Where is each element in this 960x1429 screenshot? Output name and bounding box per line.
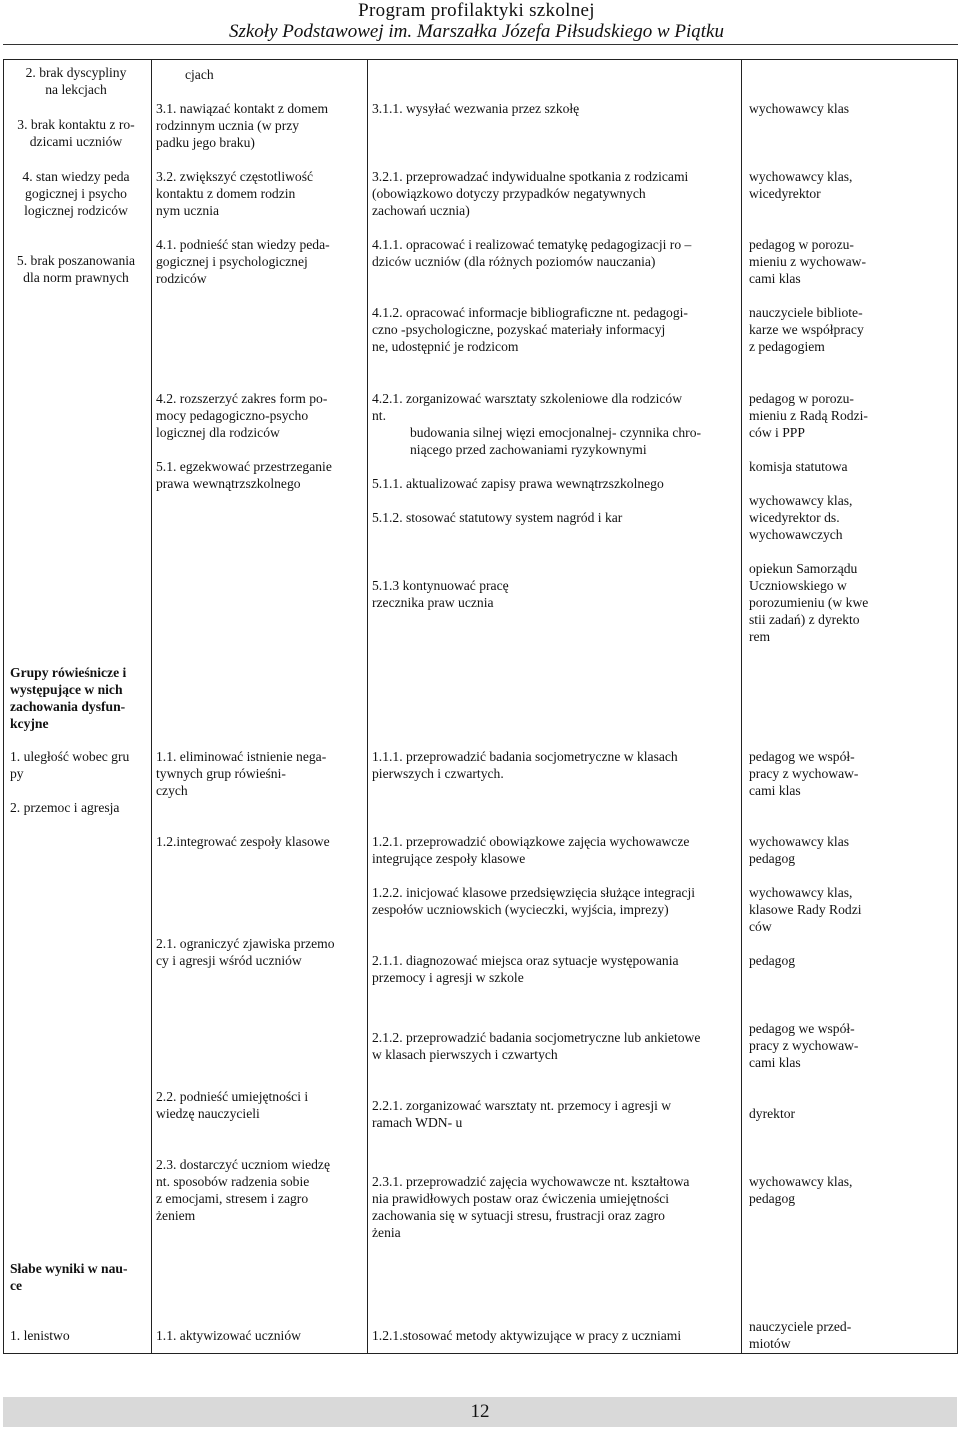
cell-line: Uczniowskiego w	[749, 578, 847, 593]
cell-line: 3. brak kontaktu z ro-	[17, 117, 135, 132]
task-cell	[372, 236, 691, 270]
responsible-cell	[749, 833, 849, 867]
cell-line: nym ucznia	[156, 203, 220, 218]
cell-line: z emocjami, stresem i zagro	[156, 1191, 309, 1206]
cell-line: 1.2.1. przeprowadzić obowiązkowe zajęcia wychowawcze	[372, 834, 690, 849]
section-heading	[10, 1260, 127, 1294]
cell-line: pedagog w porozu-	[749, 237, 854, 252]
task-cell	[372, 1097, 671, 1131]
header-line-2: Szkoły Podstawowej im. Marszałka Józefa Piłsudskiego w Piątku	[228, 21, 724, 42]
problem-cell	[4, 252, 148, 286]
task-cell	[372, 509, 622, 526]
responsible-cell	[749, 748, 858, 799]
goal-cell	[156, 935, 335, 969]
task-cell	[372, 577, 509, 611]
cell-line: rzecznika praw ucznia	[372, 595, 494, 610]
cell-line: ramach WDN- u	[372, 1115, 463, 1130]
cell-line: ce	[10, 1278, 23, 1293]
cell-line: 4.1. podnieść stan wiedzy peda-	[156, 237, 330, 252]
cell-line: komisja statutowa	[749, 459, 848, 474]
cell-line: niącego przed zachowaniami ryzykownymi	[410, 442, 647, 457]
cell-line: 2.2.1. zorganizować warsztaty nt. przemocy i agresji w	[372, 1098, 672, 1113]
task-cell	[372, 1029, 700, 1063]
cell-line: wychowawcy klas	[749, 101, 850, 116]
cell-line: cy i agresji wśród uczniów	[156, 953, 302, 968]
goal-cell	[156, 1088, 308, 1122]
cell-line: 4.1.2. opracować informacje bibliograficzne nt. pedagogi-	[372, 305, 688, 320]
cell-line: tywnych grup rówieśni-	[156, 766, 286, 781]
cell-line: żeniem	[156, 1208, 196, 1223]
cell-line: nauczyciele przed-	[749, 1319, 852, 1334]
cell-line: 1.1. eliminować istnienie nega-	[156, 749, 327, 764]
cell-line: 2.3.1. przeprowadzić zajęcia wychowawcze nt. kształtowa	[372, 1174, 690, 1189]
cell-line: zachowania dysfun-	[10, 699, 126, 714]
task-cell	[372, 168, 688, 219]
cell-line: z pedagogiem	[749, 339, 825, 354]
goal-cell	[156, 236, 330, 287]
goal-cell	[185, 66, 214, 83]
task-cell	[372, 475, 664, 492]
cell-line: 2.1.1. diagnozować miejsca oraz sytuacje występowania	[372, 953, 679, 968]
cell-line: rem	[749, 629, 771, 644]
cell-line: prawa wewnątrzszkolnego	[156, 476, 301, 491]
cell-line: pracy z wychowaw-	[749, 1038, 859, 1053]
responsible-cell	[749, 390, 868, 441]
cell-line: 1. uległość wobec gru	[10, 749, 130, 764]
cell-line: wiedzę nauczycieli	[156, 1106, 260, 1121]
cell-line: rodziców	[156, 271, 207, 286]
cell-line: 1. lenistwo	[10, 1328, 70, 1343]
cell-line: 2.2. podnieść umiejętności i	[156, 1089, 309, 1104]
problem-cell	[10, 1327, 70, 1344]
goal-cell	[156, 833, 330, 850]
cell-line: gogicznej i psycho	[25, 186, 127, 201]
goal-cell	[156, 748, 326, 799]
cell-line: pedagog we współ-	[749, 749, 855, 764]
cell-line: wychowawcy klas,	[749, 493, 853, 508]
cell-line: dyrektor	[749, 1106, 796, 1121]
cell-line: nt.	[372, 408, 386, 423]
cell-line: 4.2.1. zorganizować warsztaty szkoleniowe dla rodziców	[372, 391, 683, 406]
cell-line: (obowiązkowo dotyczy przypadków negatywnych	[372, 186, 646, 201]
problem-cell	[4, 64, 148, 98]
task-cell	[372, 304, 688, 355]
cell-line: budowania silnej więzi emocjonalnej- czynnika chro-	[410, 425, 702, 440]
cell-line: czych	[156, 783, 188, 798]
cell-line: na lekcjach	[45, 82, 107, 97]
task-cell	[372, 390, 682, 424]
responsible-cell	[749, 884, 862, 935]
cell-line: wychowawcy klas,	[749, 1174, 853, 1189]
cell-line: 4.1.1. opracować i realizować tematykę pedagogizacji ro –	[372, 237, 692, 252]
document-header	[229, 0, 724, 42]
cell-line: dzicami uczniów	[29, 134, 123, 149]
page-number-bar	[3, 1397, 957, 1427]
cell-line: dziców uczniów (dla różnych poziomów nauczania)	[372, 254, 656, 269]
problem-cell	[10, 799, 119, 816]
cell-line: stii zadań) z dyrekto	[749, 612, 860, 627]
cell-line: py	[10, 766, 24, 781]
header-rule	[3, 44, 958, 45]
cell-line: integrujące zespoły klasowe	[372, 851, 526, 866]
cell-line: 2. brak dyscypliny	[25, 65, 127, 80]
cell-line: pedagog	[749, 953, 796, 968]
responsible-cell	[749, 1173, 852, 1207]
cell-line: 5.1.2. stosować statutowy system nagród i kar	[372, 510, 623, 525]
task-cell	[372, 100, 579, 117]
problem-cell	[10, 748, 129, 782]
cell-line: 1.2.2. inicjować klasowe przedsięwzięcia służące integracji	[372, 885, 696, 900]
responsible-cell	[749, 952, 795, 969]
cell-line: przemocy i agresji w szkole	[372, 970, 524, 985]
cell-line: cami klas	[749, 271, 801, 286]
cell-line: 1.1.1. przeprowadzić badania socjometryczne w klasach	[372, 749, 678, 764]
cell-line: 3.1. nawiązać kontakt z domem	[156, 101, 329, 116]
goal-cell	[156, 1327, 301, 1344]
cell-line: 5.1. egzekwować przestrzeganie	[156, 459, 332, 474]
responsible-cell	[749, 1105, 795, 1122]
cell-line: cjach	[185, 67, 214, 82]
cell-line: wicedyrektor	[749, 186, 821, 201]
cell-line: pedagog	[749, 851, 796, 866]
cell-line: 3.1.1. wysyłać wezwania przez szkołę	[372, 101, 580, 116]
cell-line: ców i PPP	[749, 425, 805, 440]
cell-line: zachowań ucznia)	[372, 203, 470, 218]
header-line-1: Program profilaktyki szkolnej	[358, 0, 595, 21]
task-cell	[372, 748, 678, 782]
cell-line: 4.2. rozszerzyć zakres form po-	[156, 391, 328, 406]
cell-line: Grupy rówieśnicze i	[10, 665, 127, 680]
problem-cell	[4, 168, 148, 219]
cell-line: 1.2.integrować zespoły klasowe	[156, 834, 330, 849]
cell-line: opiekun Samorządu	[749, 561, 858, 576]
cell-line: pierwszych i czwartych.	[372, 766, 504, 781]
task-cell	[372, 884, 695, 918]
cell-line: rodzinnym ucznia (w przy	[156, 118, 300, 133]
page-number: 12	[470, 1401, 490, 1422]
cell-line: ców	[749, 919, 772, 934]
cell-line: 2.3. dostarczyć uczniom wiedzę	[156, 1157, 331, 1172]
section-heading	[10, 664, 126, 732]
cell-line: mieniu z wychowaw-	[749, 254, 867, 269]
responsible-cell	[749, 100, 849, 117]
column-divider	[151, 60, 152, 1353]
task-cell	[372, 1173, 689, 1241]
cell-line: pedagog w porozu-	[749, 391, 854, 406]
cell-line: zachowania się w sytuacji stresu, frustracji oraz zagro	[372, 1208, 665, 1223]
cell-line: 5.1.1. aktualizować zapisy prawa wewnątrzszkolnego	[372, 476, 664, 491]
cell-line: pedagog	[749, 1191, 796, 1206]
cell-line: cami klas	[749, 783, 801, 798]
cell-line: karze we współpracy	[749, 322, 864, 337]
task-cell	[410, 424, 701, 458]
cell-line: nt. sposobów radzenia sobie	[156, 1174, 310, 1189]
responsible-cell	[749, 458, 848, 475]
column-divider	[367, 60, 368, 1353]
goal-cell	[156, 100, 328, 151]
cell-line: w klasach pierwszych i czwartych	[372, 1047, 558, 1062]
cell-line: wychowawcy klas,	[749, 885, 853, 900]
cell-line: 4. stan wiedzy peda	[22, 169, 130, 184]
cell-line: 1.2.1.stosować metody aktywizujące w pracy z uczniami	[372, 1328, 682, 1343]
cell-line: logicznej rodziców	[24, 203, 128, 218]
cell-line: żenia	[372, 1225, 401, 1240]
cell-line: klasowe Rady Rodzi	[749, 902, 862, 917]
goal-cell	[156, 458, 332, 492]
cell-line: kontaktu z domem rodzin	[156, 186, 296, 201]
cell-line: Słabe wyniki w nau-	[10, 1261, 128, 1276]
cell-line: mocy pedagogiczno-psycho	[156, 408, 309, 423]
cell-line: cami klas	[749, 1055, 801, 1070]
cell-line: miotów	[749, 1336, 791, 1351]
cell-line: 3.2. zwiększyć częstotliwość	[156, 169, 314, 184]
cell-line: 2.1. ograniczyć zjawiska przemo	[156, 936, 335, 951]
responsible-cell	[749, 1020, 858, 1071]
cell-line: 2. przemoc i agresja	[10, 800, 120, 815]
cell-line: 5. brak poszanowania	[16, 253, 136, 268]
problem-cell	[4, 116, 148, 150]
cell-line: kcyjne	[10, 716, 49, 731]
responsible-cell	[749, 168, 852, 202]
cell-line: zespołów uczniowskich (wycieczki, wyjścia, imprezy)	[372, 902, 669, 917]
cell-line: wychowawczych	[749, 527, 843, 542]
cell-line: występujące w nich	[10, 682, 123, 697]
column-divider	[741, 60, 742, 1353]
cell-line: padku jego braku)	[156, 135, 255, 150]
cell-line: porozumieniu (w kwe	[749, 595, 869, 610]
responsible-cell	[749, 492, 852, 543]
cell-line: 1.1. aktywizować uczniów	[156, 1328, 301, 1343]
cell-line: nia prawidłowych postaw oraz ćwiczenia umiejętności	[372, 1191, 670, 1206]
responsible-cell	[749, 304, 864, 355]
responsible-cell	[749, 236, 866, 287]
cell-line: ne, udostępnić je rodzicom	[372, 339, 519, 354]
responsible-cell	[749, 560, 868, 645]
goal-cell	[156, 390, 327, 441]
cell-line: 5.1.3 kontynuować pracę	[372, 578, 509, 593]
goal-cell	[156, 168, 313, 219]
cell-line: logicznej dla rodziców	[156, 425, 280, 440]
cell-line: wicedyrektor ds.	[749, 510, 840, 525]
cell-line: czno -psychologiczne, pozyskać materiały informacyj	[372, 322, 666, 337]
cell-line: pedagog we współ-	[749, 1021, 855, 1036]
cell-line: wychowawcy klas,	[749, 169, 853, 184]
task-cell	[372, 833, 689, 867]
cell-line: dla norm prawnych	[23, 270, 129, 285]
task-cell	[372, 952, 679, 986]
task-cell	[372, 1327, 681, 1344]
cell-line: 2.1.2. przeprowadzić badania socjometryczne lub ankietowe	[372, 1030, 701, 1045]
goal-cell	[156, 1156, 330, 1224]
cell-line: wychowawcy klas	[749, 834, 850, 849]
cell-line: 3.2.1. przeprowadzać indywidualne spotkania z rodzicami	[372, 169, 689, 184]
cell-line: mieniu z Radą Rodzi-	[749, 408, 868, 423]
cell-line: nauczyciele bibliote-	[749, 305, 863, 320]
cell-line: pracy z wychowaw-	[749, 766, 859, 781]
responsible-cell	[749, 1318, 851, 1352]
cell-line: gogicznej i psychologicznej	[156, 254, 308, 269]
